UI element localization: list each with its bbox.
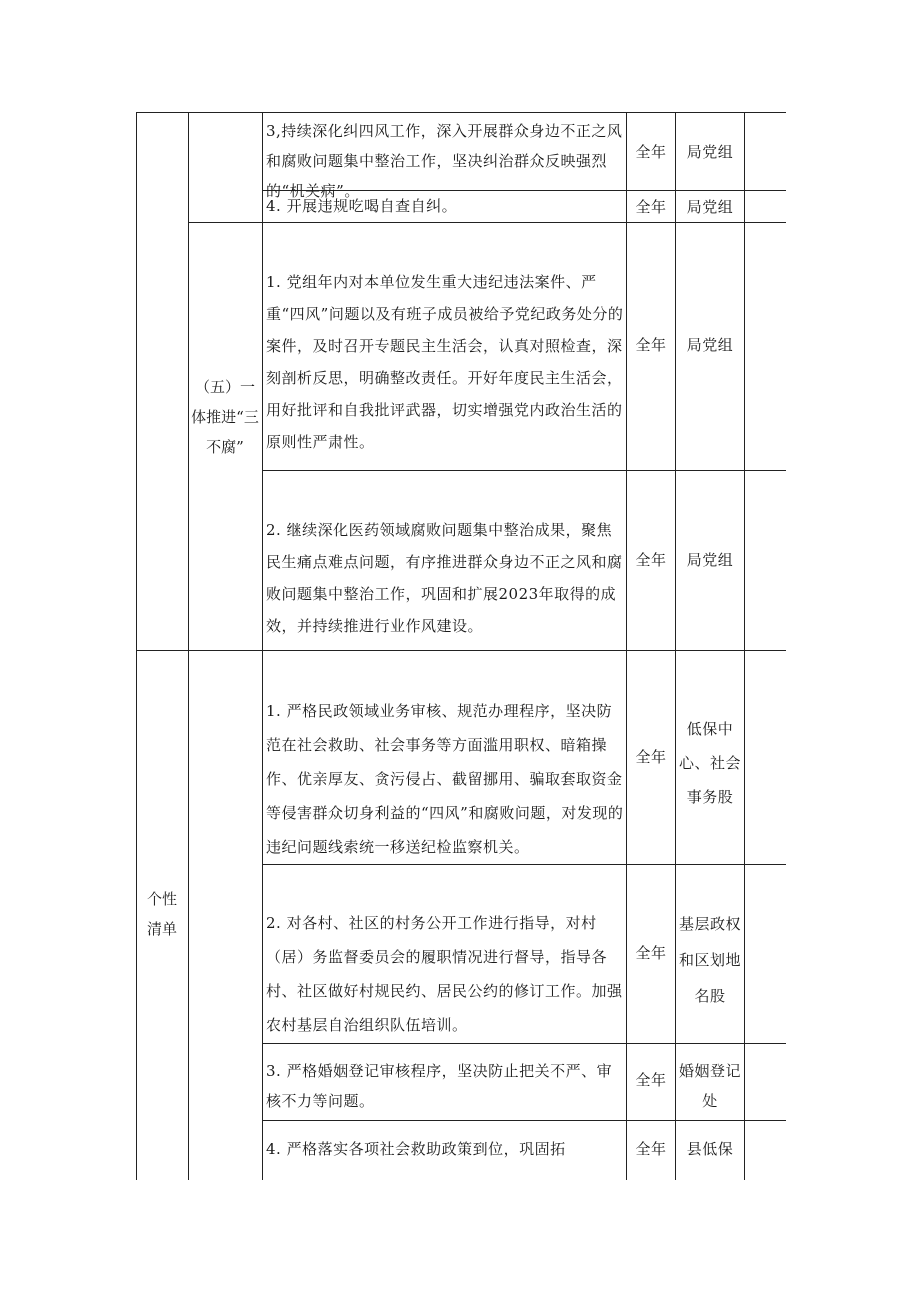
col-border: [262, 112, 263, 1180]
row-divider: [262, 864, 786, 865]
col-border: [675, 112, 676, 1180]
col-border-left: [136, 112, 137, 1180]
category-personal: 个性清单: [146, 890, 177, 938]
time-text: 全年: [635, 1071, 667, 1089]
row-divider: [136, 650, 786, 651]
col-border: [626, 112, 627, 1180]
item-text: 4. 开展违规吃喝自查自纠。: [266, 197, 458, 215]
item-text: 3. 严格婚姻登记审核程序，坚决防止把关不严、审核不力等问题。: [266, 1062, 613, 1110]
time-text: 全年: [635, 336, 667, 354]
dept-text: 婚姻登记处: [678, 1062, 741, 1110]
item-text: 3,持续深化纠四风工作，深入开展群众身边不正之风和腐败问题集中整治工作，坚决纠治群众反映强烈的“机关病”。: [266, 122, 623, 200]
row-divider: [262, 470, 786, 471]
row-divider: [262, 1043, 786, 1044]
col-border: [188, 112, 189, 1180]
item-text: 4. 严格落实各项社会救助政策到位，巩固拓: [266, 1140, 566, 1158]
dept-text: 县低保: [686, 1140, 734, 1158]
row-divider: [188, 222, 786, 223]
item-text: 2. 对各村、社区的村务公开工作进行指导，对村（居）务监督委员会的履职情况进行督导，指导各村、社区做好村规民约、居民公约的修订工作。加强农村基层自治组织队伍培训。: [266, 914, 623, 1034]
item-text: 1. 党组年内对本单位发生重大违纪违法案件、严重“四风”问题以及有班子成员被给予党纪政务处分的案件，及时召开专题民主生活会，认真对照检查，深刻剖析反思，明确整改责任。开好年度民主生活会，用好批评和自我批评武器，切实增强党内政治生活的原则性严肃性。: [266, 273, 624, 451]
row-divider: [262, 1120, 786, 1121]
dept-text: 基层政权和区划地名股: [678, 915, 741, 1005]
time-text: 全年: [635, 198, 667, 216]
item-text: 2. 继续深化医药领域腐败问题集中整治成果，聚焦民生痛点难点问题，有序推进群众身边不正之风和腐败问题集中整治工作，巩固和扩展2023年取得的成效，并持续推进行业作风建设。: [266, 521, 623, 635]
item-text: 1. 严格民政领域业务审核、规范办理程序，坚决防范在社会救助、社会事务等方面滥用职权、暗箱操作、优亲厚友、贪污侵占、截留挪用、骗取套取资金等侵害群众切身利益的“四风”和腐败问题，对发现的违纪问题线索统一移送纪检监察机关。: [266, 702, 624, 856]
dept-text: 局党组: [686, 336, 734, 354]
time-text: 全年: [635, 944, 667, 962]
col-border: [744, 112, 745, 1180]
table-top-border: [136, 112, 786, 113]
category-sub-five: （五）一体推进“三不腐”: [191, 378, 259, 456]
time-text: 全年: [635, 143, 667, 161]
time-text: 全年: [635, 1140, 667, 1158]
dept-text: 局党组: [686, 198, 734, 216]
time-text: 全年: [635, 748, 667, 766]
dept-text: 局党组: [686, 143, 734, 161]
dept-text: 低保中心、社会事务股: [678, 720, 741, 806]
dept-text: 局党组: [686, 551, 734, 569]
time-text: 全年: [635, 551, 667, 569]
